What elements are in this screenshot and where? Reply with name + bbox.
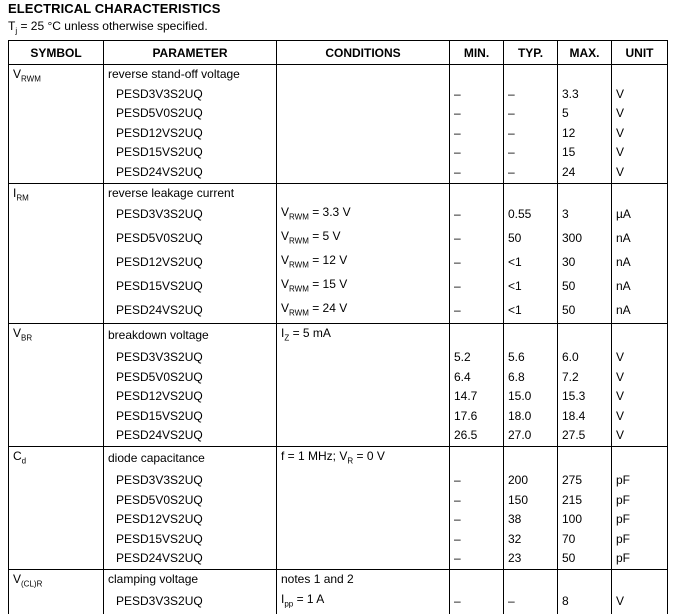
symbol-cell: $I_{RM}$ [9, 183, 104, 324]
conditions-cell [277, 549, 450, 569]
max-cell: 5 [558, 104, 612, 124]
empty-cell [558, 183, 612, 203]
typ-cell: 50 [504, 227, 558, 251]
typ-cell: <1 [504, 251, 558, 275]
min-cell: 26.5 [450, 426, 504, 446]
typ-cell: 5.6 [504, 348, 558, 368]
typ-cell: 150 [504, 491, 558, 511]
table-row [9, 447, 668, 471]
section-title: ELECTRICAL CHARACTERISTICS [8, 1, 221, 16]
part-number-cell: PESD24VS2UQ [104, 549, 277, 569]
max-cell: 215 [558, 491, 612, 511]
typ-cell: 6.8 [504, 368, 558, 388]
typ-cell: – [504, 104, 558, 124]
unit-cell: pF [612, 510, 668, 530]
parameter-cell: reverse leakage current [104, 183, 277, 203]
unit-cell: V [612, 348, 668, 368]
empty-cell [504, 569, 558, 589]
table-row [9, 227, 668, 251]
part-number-cell: PESD12VS2UQ [104, 387, 277, 407]
unit-cell: pF [612, 471, 668, 491]
conditions-cell: $I_{pp} = 1$ A [277, 590, 450, 614]
min-cell: – [450, 251, 504, 275]
unit-cell: µA [612, 203, 668, 227]
empty-cell [558, 569, 612, 589]
unit-cell: nA [612, 251, 668, 275]
table-row [9, 104, 668, 124]
unit-cell: V [612, 590, 668, 614]
conditions-cell [277, 368, 450, 388]
typ-cell: – [504, 124, 558, 144]
min-cell: 17.6 [450, 407, 504, 427]
min-cell: – [450, 471, 504, 491]
empty-cell [504, 324, 558, 348]
parameter-cell: diode capacitance [104, 447, 277, 471]
conditions-cell: f = 1 MHz; $V_R = 0$ V [277, 447, 450, 471]
min-cell: – [450, 203, 504, 227]
part-number-cell: PESD5V0S2UQ [104, 227, 277, 251]
conditions-cell [277, 426, 450, 446]
header-unit: UNIT [612, 41, 668, 65]
unit-cell: V [612, 124, 668, 144]
empty-cell [504, 65, 558, 85]
typ-cell: 38 [504, 510, 558, 530]
typ-cell: 32 [504, 530, 558, 550]
symbol-cell: $C_d$ [9, 447, 104, 570]
empty-cell [450, 569, 504, 589]
unit-cell: nA [612, 299, 668, 323]
typ-cell: 200 [504, 471, 558, 491]
empty-cell [450, 324, 504, 348]
min-cell: – [450, 275, 504, 299]
max-cell: 18.4 [558, 407, 612, 427]
min-cell: – [450, 590, 504, 614]
part-number-cell: PESD3V3S2UQ [104, 590, 277, 614]
conditions-cell [277, 387, 450, 407]
unit-cell: pF [612, 549, 668, 569]
empty-cell [450, 183, 504, 203]
part-number-cell: PESD5V0S2UQ [104, 491, 277, 511]
conditions-cell: $V_{RWM} = 15$ V [277, 275, 450, 299]
table-row [9, 124, 668, 144]
conditions-cell [277, 163, 450, 183]
empty-cell [450, 447, 504, 471]
max-cell: 70 [558, 530, 612, 550]
typ-cell: – [504, 163, 558, 183]
header-symbol: SYMBOL [9, 41, 104, 65]
part-number-cell: PESD24VS2UQ [104, 426, 277, 446]
part-number-cell: PESD12VS2UQ [104, 124, 277, 144]
symbol-cell: $V_{RWM}$ [9, 65, 104, 184]
min-cell: – [450, 510, 504, 530]
conditions-cell [277, 530, 450, 550]
min-cell: – [450, 163, 504, 183]
part-number-cell: PESD15VS2UQ [104, 530, 277, 550]
max-cell: 12 [558, 124, 612, 144]
table-row [9, 299, 668, 323]
table-row [9, 590, 668, 614]
table-row [9, 183, 668, 203]
conditions-cell [277, 104, 450, 124]
typ-cell: – [504, 590, 558, 614]
max-cell: 100 [558, 510, 612, 530]
part-number-cell: PESD3V3S2UQ [104, 348, 277, 368]
typ-cell: – [504, 85, 558, 105]
symbol-cell: $V_{BR}$ [9, 324, 104, 447]
empty-cell [450, 65, 504, 85]
header-conditions: CONDITIONS [277, 41, 450, 65]
parameter-cell: clamping voltage [104, 569, 277, 589]
unit-cell: V [612, 368, 668, 388]
table-row [9, 530, 668, 550]
unit-cell: V [612, 104, 668, 124]
empty-cell [612, 569, 668, 589]
max-cell: 27.5 [558, 426, 612, 446]
table-row [9, 348, 668, 368]
header-max: MAX. [558, 41, 612, 65]
section-subtitle: $T_j = 25$ °C unless otherwise specified. [8, 19, 208, 36]
min-cell: – [450, 85, 504, 105]
unit-cell: V [612, 143, 668, 163]
conditions-cell [277, 510, 450, 530]
typ-cell: <1 [504, 275, 558, 299]
unit-cell: V [612, 163, 668, 183]
min-cell: 14.7 [450, 387, 504, 407]
conditions-cell [277, 124, 450, 144]
max-cell: 30 [558, 251, 612, 275]
table-row [9, 368, 668, 388]
min-cell: – [450, 143, 504, 163]
conditions-cell [277, 183, 450, 203]
table-row [9, 143, 668, 163]
conditions-cell: $V_{RWM} = 24$ V [277, 299, 450, 323]
empty-cell [612, 447, 668, 471]
max-cell: 3.3 [558, 85, 612, 105]
unit-cell: V [612, 407, 668, 427]
min-cell: – [450, 104, 504, 124]
max-cell: 50 [558, 275, 612, 299]
part-number-cell: PESD12VS2UQ [104, 510, 277, 530]
max-cell: 275 [558, 471, 612, 491]
conditions-cell [277, 65, 450, 85]
typ-cell: 18.0 [504, 407, 558, 427]
table-row [9, 510, 668, 530]
empty-cell [612, 324, 668, 348]
table-row [9, 569, 668, 589]
table-row [9, 426, 668, 446]
empty-cell [558, 324, 612, 348]
conditions-cell: $V_{RWM} = 3.3$ V [277, 203, 450, 227]
conditions-cell [277, 471, 450, 491]
max-cell: 7.2 [558, 368, 612, 388]
max-cell: 50 [558, 549, 612, 569]
empty-cell [612, 65, 668, 85]
table-row [9, 324, 668, 348]
parameter-cell: breakdown voltage [104, 324, 277, 348]
max-cell: 8 [558, 590, 612, 614]
typ-cell: <1 [504, 299, 558, 323]
part-number-cell: PESD3V3S2UQ [104, 203, 277, 227]
conditions-cell: $I_Z = 5$ mA [277, 324, 450, 348]
empty-cell [504, 183, 558, 203]
table-row [9, 275, 668, 299]
min-cell: – [450, 530, 504, 550]
typ-cell: 23 [504, 549, 558, 569]
table-row [9, 163, 668, 183]
max-cell: 50 [558, 299, 612, 323]
part-number-cell: PESD15VS2UQ [104, 275, 277, 299]
empty-cell [504, 447, 558, 471]
part-number-cell: PESD15VS2UQ [104, 407, 277, 427]
table-row [9, 251, 668, 275]
part-number-cell: PESD24VS2UQ [104, 163, 277, 183]
max-cell: 300 [558, 227, 612, 251]
header-row [9, 41, 668, 65]
typ-cell: 0.55 [504, 203, 558, 227]
electrical-characteristics-table [8, 40, 668, 614]
max-cell: 15 [558, 143, 612, 163]
max-cell: 15.3 [558, 387, 612, 407]
unit-cell: V [612, 426, 668, 446]
conditions-cell: $V_{RWM} = 12$ V [277, 251, 450, 275]
unit-cell: V [612, 387, 668, 407]
conditions-cell: notes 1 and 2 [277, 569, 450, 589]
part-number-cell: PESD5V0S2UQ [104, 368, 277, 388]
max-cell: 6.0 [558, 348, 612, 368]
table-row [9, 387, 668, 407]
unit-cell: nA [612, 227, 668, 251]
conditions-cell [277, 348, 450, 368]
parameter-cell: reverse stand-off voltage [104, 65, 277, 85]
part-number-cell: PESD3V3S2UQ [104, 85, 277, 105]
conditions-cell [277, 85, 450, 105]
conditions-cell [277, 407, 450, 427]
conditions-cell [277, 143, 450, 163]
header-min: MIN. [450, 41, 504, 65]
conditions-cell: $V_{RWM} = 5$ V [277, 227, 450, 251]
max-cell: 24 [558, 163, 612, 183]
part-number-cell: PESD3V3S2UQ [104, 471, 277, 491]
min-cell: – [450, 124, 504, 144]
table-row [9, 549, 668, 569]
conditions-cell [277, 491, 450, 511]
unit-cell: V [612, 85, 668, 105]
table-row [9, 65, 668, 85]
min-cell: – [450, 227, 504, 251]
table-row [9, 407, 668, 427]
max-cell: 3 [558, 203, 612, 227]
header-typ: TYP. [504, 41, 558, 65]
part-number-cell: PESD12VS2UQ [104, 251, 277, 275]
part-number-cell: PESD24VS2UQ [104, 299, 277, 323]
table-row [9, 471, 668, 491]
symbol-cell: $V_{(CL)R}$ [9, 569, 104, 613]
unit-cell: pF [612, 530, 668, 550]
typ-cell: 15.0 [504, 387, 558, 407]
typ-cell: – [504, 143, 558, 163]
part-number-cell: PESD5V0S2UQ [104, 104, 277, 124]
min-cell: – [450, 549, 504, 569]
empty-cell [612, 183, 668, 203]
table-row [9, 203, 668, 227]
empty-cell [558, 65, 612, 85]
min-cell: – [450, 299, 504, 323]
part-number-cell: PESD15VS2UQ [104, 143, 277, 163]
header-parameter: PARAMETER [104, 41, 277, 65]
unit-cell: nA [612, 275, 668, 299]
table-row [9, 491, 668, 511]
min-cell: 5.2 [450, 348, 504, 368]
typ-cell: 27.0 [504, 426, 558, 446]
min-cell: 6.4 [450, 368, 504, 388]
unit-cell: pF [612, 491, 668, 511]
empty-cell [558, 447, 612, 471]
table-row [9, 85, 668, 105]
min-cell: – [450, 491, 504, 511]
